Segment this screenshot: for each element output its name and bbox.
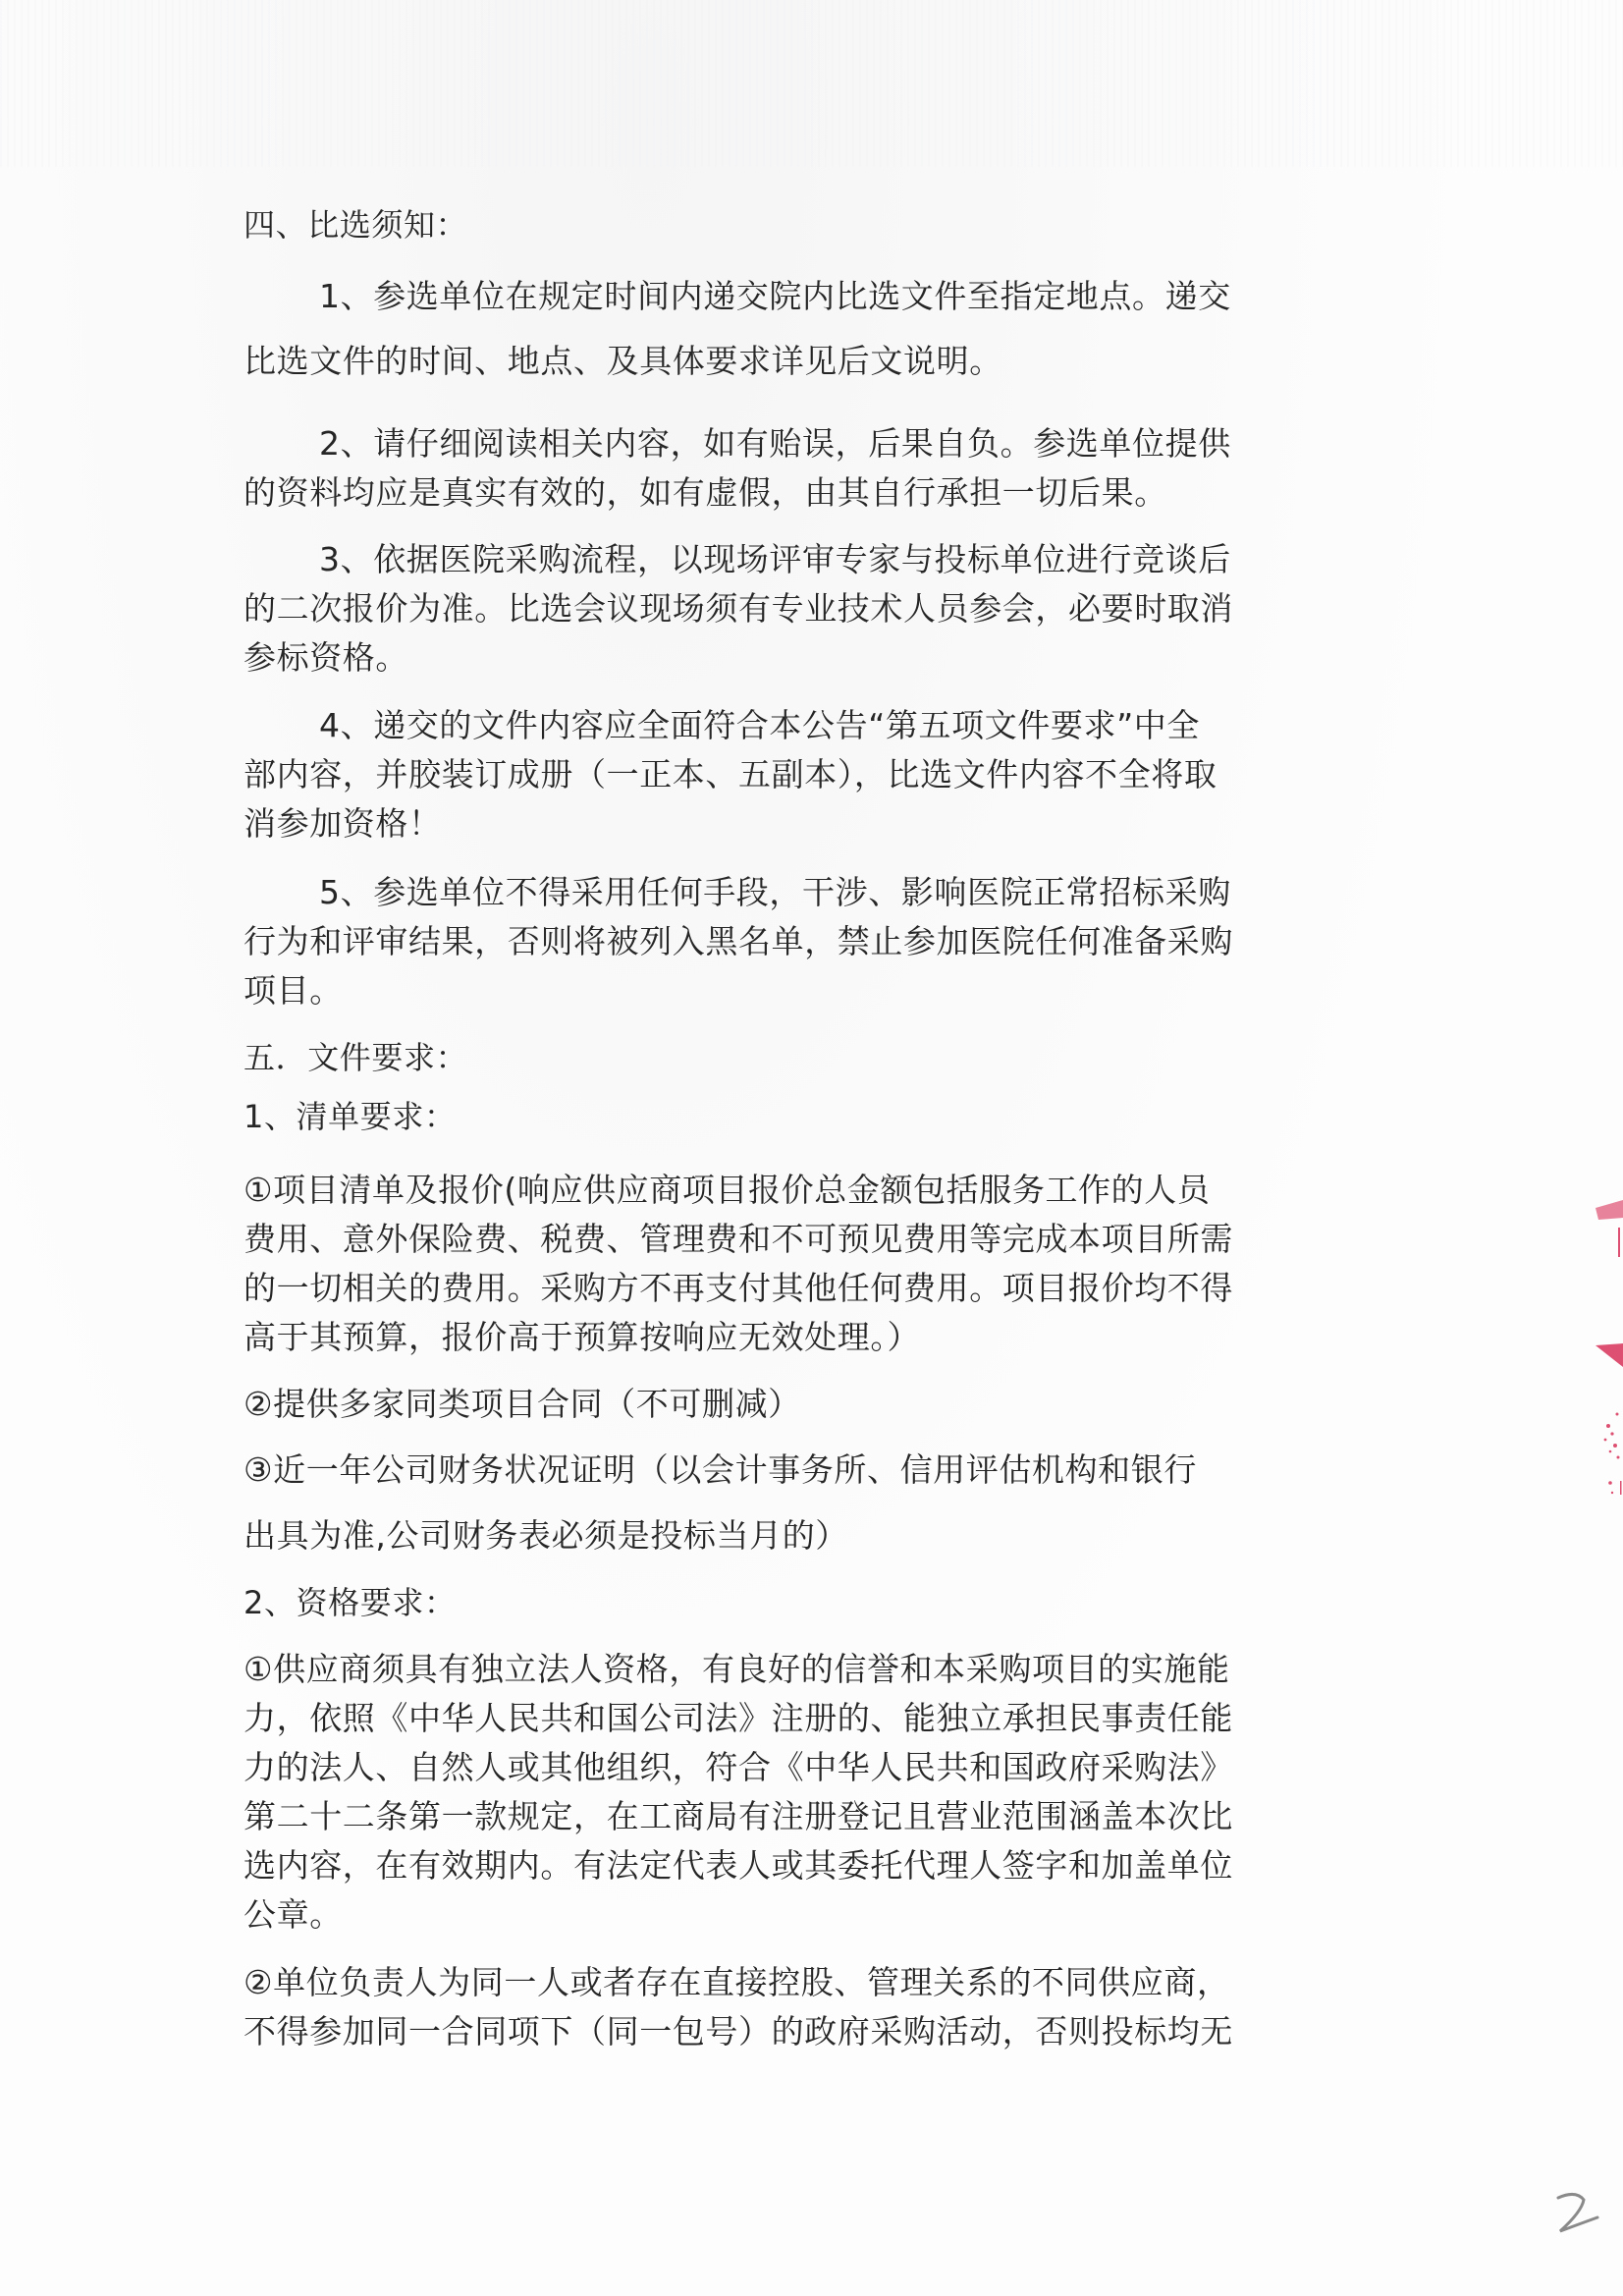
item-4-3-line-3: 参标资格。 (243, 638, 408, 677)
qual-req-1-line-4: 第二十二条第一款规定，在工商局有注册登记且营业范围涵盖本次比 (243, 1797, 1233, 1835)
list-requirements-heading: 1、清单要求： (243, 1098, 457, 1135)
section-4-heading: 四、比选须知： (243, 206, 468, 244)
item-4-2-line-2: 的资料均应是真实有效的，如有虚假，由其自行承担一切后果。 (243, 473, 1167, 512)
item-4-5-line-1: 5、参选单位不得采用任何手段，干涉、影响医院正常招标采购 (319, 873, 1231, 911)
item-4-5-line-3: 项目。 (243, 971, 343, 1010)
section-5-heading: 五．文件要求： (243, 1039, 468, 1076)
qual-req-2-line-1: ②单位负责人为同一人或者存在直接控股、管理关系的不同供应商， (243, 1963, 1230, 2001)
item-4-4-line-2: 部内容，并胶装订成册（一正本、五副本），比选文件内容不全将取 (243, 755, 1217, 793)
qual-req-2-line-2: 不得参加同一合同项下（同一包号）的政府采购活动，否则投标均无 (243, 2012, 1233, 2050)
item-4-1-line-2: 比选文件的时间、地点、及具体要求详见后文说明。 (243, 342, 1002, 380)
item-4-4-line-3: 消参加资格！ (243, 804, 442, 843)
item-4-5-line-2: 行为和评审结果，否则将被列入黑名单，禁止参加医院任何准备采购 (243, 922, 1233, 960)
list-req-1-line-1: ①项目清单及报价(响应供应商项目报价总金额包括服务工作的人员 (243, 1171, 1211, 1209)
scan-artifact-header (0, 0, 1623, 167)
item-4-1-line-1: 1、参选单位在规定时间内递交院内比选文件至指定地点。递交 (319, 277, 1231, 315)
list-req-2-line-1: ②提供多家同类项目合同（不可删减） (243, 1385, 801, 1423)
qual-req-1-line-5: 选内容，在有效期内。有法定代表人或其委托代理人签字和加盖单位 (243, 1846, 1233, 1885)
qualification-requirements-heading: 2、资格要求： (243, 1584, 457, 1621)
item-4-4-line-1: 4、递交的文件内容应全面符合本公告“第五项文件要求”中全 (319, 706, 1200, 744)
list-req-3-line-1: ③近一年公司财务状况证明（以会计事务所、信用评估机构和银行 (243, 1450, 1197, 1489)
qual-req-1-line-6: 公章。 (243, 1895, 343, 1934)
list-req-1-line-2: 费用、意外保险费、税费、管理费和不可预见费用等完成本项目所需 (243, 1220, 1233, 1258)
red-seal-fragment-icon (1571, 1169, 1623, 1581)
item-4-2-line-1: 2、请仔细阅读相关内容，如有贻误，后果自负。参选单位提供 (319, 424, 1231, 463)
list-req-1-line-4: 高于其预算，报价高于预算按响应无效处理。） (243, 1318, 921, 1356)
qual-req-1-line-2: 力，依照《中华人民共和国公司法》注册的、能独立承担民事责任能 (243, 1699, 1233, 1737)
qual-req-1-line-1: ①供应商须具有独立法人资格，有良好的信誉和本采购项目的实施能 (243, 1650, 1230, 1688)
list-req-1-line-3: 的一切相关的费用。采购方不再支付其他任何费用。项目报价均不得 (243, 1269, 1233, 1307)
qual-req-1-line-3: 力的法人、自然人或其他组织，符合《中华人民共和国政府采购法》 (243, 1748, 1233, 1786)
handwritten-page-number-icon (1546, 2180, 1605, 2249)
item-4-3-line-1: 3、依据医院采购流程，以现场评审专家与投标单位进行竞谈后 (319, 540, 1231, 578)
list-req-3-line-2: 出具为准,公司财务表必须是投标当月的） (243, 1516, 848, 1555)
item-4-3-line-2: 的二次报价为准。比选会议现场须有专业技术人员参会，必要时取消 (243, 589, 1233, 628)
